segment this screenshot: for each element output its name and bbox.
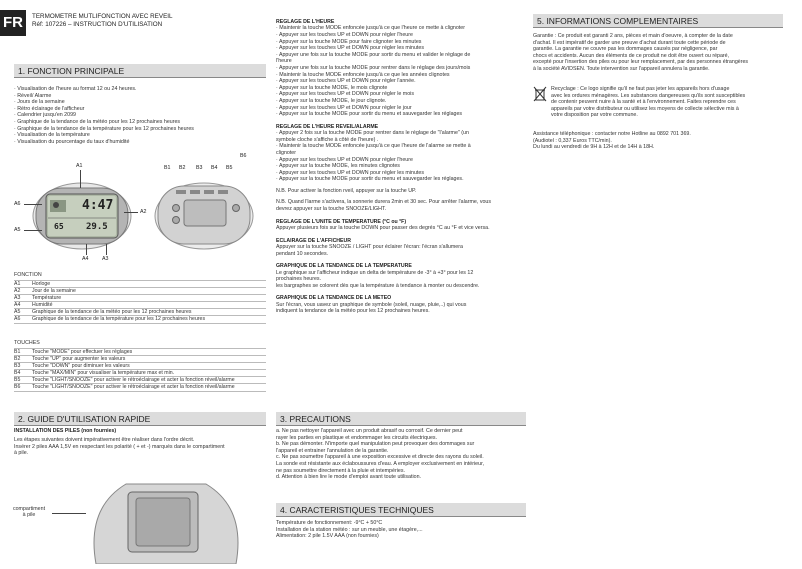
row-key: B2: [14, 356, 21, 363]
feature-list: [14, 86, 266, 145]
text-line: l'appareil et entrainer l'annulation de la garantie.: [276, 447, 389, 454]
text-line: d'achat. Il est impératif de garder une preuve d'achat durant toute cette période de: [533, 39, 726, 46]
table-row: [14, 377, 266, 384]
row-value: Touche "MODE" pour effectuer les réglages: [32, 349, 133, 355]
text-line: N.B. Quand l'larme s'activera, la sonnerie durera 2min et 30 sec. Pour arrêter l'alarme, vous: [276, 199, 492, 206]
callout-a1: A1: [76, 163, 83, 169]
section-4-header: 4. CARACTERISTIQUES TECHNIQUES: [276, 503, 526, 517]
block-title: REGLAGE DE L'HEURE REVEIL/ALARME: [276, 123, 379, 130]
text-line: excepté pour l'insertion des piles ou pour leur remplacement, par des personnes étrangères: [533, 59, 749, 66]
text-line: Installation de la station météo : sur un meuble, une étagère,...: [276, 526, 423, 533]
text-line: · Appuyer une fois sur la touche MODE pour sortir du menu et valider le réglage de: [276, 51, 471, 58]
text-line: · Appuyer sur les touches UP et DOWN pour régler les minutes: [276, 45, 424, 52]
recyclage-text: [551, 86, 783, 119]
garantie-text: [533, 33, 783, 73]
section-2-text: [14, 437, 266, 457]
text-line: N.B. Pour activer la fonction rveil, appuyer sur la touche UP.: [276, 187, 417, 194]
callout-b5: B5: [226, 165, 233, 171]
instruction-block: [276, 124, 526, 183]
row-value: Touche "LIGHT/SNOOZE" pour activer le rétroéclairage et acter la fonction réveil/alarme: [32, 384, 235, 391]
table-row: [14, 281, 266, 288]
callout-a2: A2: [140, 209, 147, 215]
title-line-1: TERMOMETRE MUTLIFONCTION AVEC REVEIL: [32, 13, 173, 20]
section-2-header: 2. GUIDE D'UTILISATION RAPIDE: [14, 412, 266, 426]
text-line: Sur l'écran, vous uavez un graphique de symbole (soleil, nuage, pluie,..) qui vous: [276, 301, 467, 308]
row-key: B1: [14, 349, 21, 355]
text-line: Alimentation: 2 pile 1.5V AAA (non fournies): [276, 533, 379, 540]
text-line: · Appuyer sur les touches UP et DOWN pour régler l'heure: [276, 32, 413, 38]
text-line: votre disposition par votre commune.: [551, 112, 638, 119]
section-3-header: 3. PRECAUTIONS: [276, 412, 526, 426]
text-line: Recyclage : Ce logo signifie qu'il ne faut pas jeter les appareils hors d'usage: [551, 86, 730, 92]
row-value: Température: [32, 295, 62, 302]
tech-specs: [276, 520, 526, 540]
block-title: GRAPHIQUE DE LA TENDANCE DE LA TEMPERATURE: [276, 263, 412, 270]
text-line: · Visualisation de la température: [14, 132, 90, 139]
table-row: [14, 384, 266, 391]
touches-title: TOUCHES: [14, 340, 40, 346]
text-line: · Appuyer sur la touche MODE pour faire clignoter les minutes: [276, 38, 422, 45]
block-title: REGLAGE DE L'HEURE: [276, 19, 335, 25]
row-value: Touche "DOWN" pour diminuer les valeurs: [32, 363, 130, 370]
text-line: · Appuyer sur la touche MODE, les minutes clignotes: [276, 163, 400, 170]
text-line: · Appuyer sur la touche MODE pour sortir du menu et sauvegarder les réglages: [276, 111, 463, 118]
text-line: Température de fonctionnement: -9°C + 50°C: [276, 520, 383, 526]
text-line: · Graphique de la tendance de la température pour les 12 prochaines heures: [14, 125, 194, 132]
text-line: · Rétro éclairage de l'afficheur: [14, 105, 85, 112]
text-line: · Appuyer sur les touches UP et DOWN pour régler l'heure: [276, 156, 413, 163]
table-row: [14, 349, 266, 356]
row-key: A5: [14, 309, 21, 316]
callout-b1: B1: [164, 165, 171, 171]
text-line: prochaines heures.: [276, 276, 322, 283]
instruction-block: [276, 199, 526, 212]
instruction-block: [276, 238, 526, 258]
text-line: · Appuyer sur la touche MODE pour sortir du menu et sauvegarder les réglages.: [276, 176, 464, 183]
assistance-text: [533, 131, 783, 151]
text-line: · Appuyer sur les touches UP et DOWN pour régler les minutes: [276, 169, 424, 176]
callout-b4: B4: [211, 165, 218, 171]
fonction-title: FONCTION: [14, 272, 42, 278]
text-line: · Graphique de la tendance de la météo pour les 12 prochaines heures: [14, 118, 181, 125]
text-line: b. Ne pas démonter. N'importe quel manipulation peut provoquer des dommages sur: [276, 441, 475, 448]
table-row: [14, 295, 266, 302]
document-title: [32, 13, 173, 29]
row-key: A6: [14, 316, 21, 323]
instruction-block: [276, 219, 526, 232]
callout-b2: B2: [179, 165, 186, 171]
block-title: REGLAGE DE L'UNITE DE TEMPERATURE (°C ou °F): [276, 218, 407, 225]
instruction-block: [276, 19, 526, 118]
text-line: · Appuyer sur les touches UP et DOWN pour régler l'année.: [276, 78, 416, 85]
instruction-block: [276, 263, 526, 289]
text-line: · Visualisation du pourcentage du taux d'humidité: [14, 138, 130, 145]
lcd-temp: 29.5: [86, 222, 108, 232]
text-line: · Appuyer 2 fois sur la touche MODE pour rentrer dans le réglage de "l'alarme" (un: [276, 130, 469, 137]
text-line: avec les ordures ménagères. Les substances dangereuses qu'ils sont susceptibles: [551, 92, 746, 99]
compartment-label: [6, 506, 52, 519]
callout-a6: A6: [14, 201, 21, 207]
text-line: · Appuyer une fois sur la touche MODE pour rentrer dans le réglage des jours/mois: [276, 64, 471, 71]
text-line: à pile.: [14, 450, 29, 457]
text-line: garantie. La garantie ne couvre pas les dommages causés par négligence, par: [533, 46, 718, 53]
text-line: de contenir peuvent nuire à la santé et à l'environnement. Faites reprendre ces: [551, 99, 736, 106]
row-value: Touche "LIGHT/SNOOZE" pour activer le rétroéclairage et acter la fonction réveil/alarme: [32, 377, 235, 384]
text-line: Appuyer plusieurs fois sur la touche DOWN pour passer des degrés °C au °F et vice versa.: [276, 225, 490, 232]
text-line: · Appuyer sur les touches UP et DOWN pour régler le jour: [276, 104, 412, 111]
text-line: · Maintenir la touche MODE enfoncée jusqu'à ce que l'heure de l'alarme se mette à: [276, 143, 471, 150]
text-line: clignoter: [276, 149, 297, 156]
text-line: devrez appuyer sur la touche SNOOZE/LIGHT.: [276, 206, 387, 213]
text-line: Les étapes suivantes doivent impérativement être réaliser dans l'ordre décrit.: [14, 437, 195, 443]
instruction-block: [276, 188, 526, 195]
text-line: a. Ne pas nettoyer l'appareil avec un produit abrasif ou corrosif. Ce dernier peut: [276, 428, 463, 434]
table-row: [14, 363, 266, 370]
text-line: appareils par votre distributeur ou utilisez les moyens de collecte sélective mis à: [551, 105, 739, 112]
compartment-label-line1: compartiment: [12, 506, 46, 512]
text-line: rayer les parties en plastique et endommager les circuits électriques.: [276, 434, 438, 441]
crossed-bin-icon: [533, 86, 547, 102]
text-line: Garantie : Ce produit est garanti 2 ans, pièces et main d'oeuvre, à compter de la date: [533, 33, 733, 39]
section-2-subtitle: INSTALLATION DES PILES (non fournies): [14, 428, 117, 434]
table-row: [14, 288, 266, 295]
text-line: · Visualisation de l'heure au format 12 ou 24 heures.: [14, 86, 137, 92]
text-line: · Calendrier jusqu'en 2099: [14, 112, 76, 119]
language-badge: FR: [0, 10, 26, 36]
lcd-humidity: 65: [54, 222, 64, 231]
row-key: B3: [14, 363, 21, 370]
row-value: Touche "MAX/MIN" pour visualiser la température max et min.: [32, 370, 175, 377]
row-key: A1: [14, 281, 21, 287]
text-line: · Réveil/ Alarme: [14, 92, 52, 99]
text-line: Du lundi au vendredi de 9H à 12H et de 14H à 18H.: [533, 144, 655, 151]
battery-compartment-image: [86, 478, 246, 564]
row-value: Humidité: [32, 302, 53, 309]
text-line: (Audiotel : 0,337 Euros TTC/min).: [533, 137, 612, 144]
text-line: Assistance téléphonique : contacter notre Hotline au 0892 701 369.: [533, 131, 691, 137]
text-line: Insérer 2 piles AAA 1,5V en respectant les polarité ( + et -) marqués dans le compartiment: [14, 443, 225, 450]
block-title: ECLAIRAGE DE L'AFFICHEUR: [276, 237, 352, 244]
row-value: Graphique de la tendance de la météo pour les 12 prochaines heures: [32, 309, 192, 316]
callout-a4: A4: [82, 256, 89, 262]
precautions-list: [276, 428, 526, 481]
row-key: B6: [14, 384, 21, 391]
row-key: A3: [14, 295, 21, 302]
text-line: symbole cloche s'affiche à côté de l'heure) .: [276, 136, 379, 143]
lcd-time: 4:47: [82, 198, 114, 213]
instruction-block: [276, 295, 526, 315]
text-line: La sonde est résistante aux éclaboussures d'eau. A employer exclusivement en intérieur,: [276, 460, 485, 467]
text-line: · Appuyer sur la touche MODE, le mois clignote: [276, 84, 388, 91]
text-line: chocs et accidents. Aucun des éléments de ce produit ne doit être ouvert ou réparé,: [533, 52, 730, 59]
table-row: [14, 309, 266, 316]
table-row: [14, 370, 266, 377]
text-line: l'heure: [276, 58, 292, 65]
table-row: [14, 302, 266, 309]
row-key: B5: [14, 377, 21, 384]
text-line: Appuyer sur la touche SNOOZE / LIGHT pour éclairer l'écran: l'écran s'allumera: [276, 244, 463, 251]
callout-a3: A3: [102, 256, 109, 262]
text-line: · Appuyer sur la touche MODE, le jour clignote.: [276, 97, 387, 104]
row-key: A4: [14, 302, 21, 309]
touches-table: [14, 348, 266, 392]
text-line: · Maintenir la touche MODE enfoncée jusqu'à ce que les années clignotes: [276, 71, 450, 78]
compartment-label-line2: à pile: [22, 512, 36, 519]
row-value: Jour de la semaine: [32, 288, 76, 295]
text-line: · Jours de la semaine: [14, 99, 65, 106]
callout-a5: A5: [14, 227, 21, 233]
text-line: les bargraphes se colorent dès que la température à tendance à monter ou descendre.: [276, 282, 480, 289]
row-key: B4: [14, 370, 21, 377]
block-title: GRAPHIQUE DE LA TENDANCE DE LA METEO: [276, 295, 392, 302]
text-line: c. Ne pas soumettre l'appareil à une exposition excessive et directe des rayons du soleil.: [276, 454, 484, 461]
row-key: A2: [14, 288, 21, 295]
text-line: pendant 10 secondes.: [276, 250, 329, 257]
device-back: [154, 178, 254, 250]
table-row: [14, 316, 266, 323]
text-line: indiquent la tendance de la météo pour les 12 prochaines heures.: [276, 308, 430, 315]
text-line: ne pas soumettre directement à la pluie et intempéries.: [276, 467, 405, 474]
text-line: Le graphique sur l'afficheur indique un delta de température de -3° à +3° pour les 12: [276, 269, 474, 276]
title-line-2: Réf: 107226 – INSTRUCTION D'UTILISATION: [32, 21, 163, 28]
fonction-table: [14, 280, 266, 324]
section-1-header: 1. FONCTION PRINCIPALE: [14, 64, 266, 78]
text-line: · Maintenir la touche MODE enfoncée jusqu'à ce que l'heure ce mette à clignoter: [276, 25, 465, 32]
table-row: [14, 356, 266, 363]
row-value: Graphique de la tendance de la température pour les 12 prochaines heures: [32, 316, 206, 323]
device-front: [32, 178, 132, 250]
callout-b3: B3: [196, 165, 203, 171]
callout-b6: B6: [240, 153, 247, 159]
text-line: à la société AVIDSEN. Toute intervention sur l'appareil annulera la garantie.: [533, 65, 710, 72]
row-value: Horloge: [32, 281, 51, 287]
text-line: · Appuyer sur les touches UP et DOWN pour régler le mois: [276, 91, 414, 98]
row-value: Touche "UP" pour augmenter les valeurs: [32, 356, 126, 363]
text-line: d. Attention à bien lire le mode d'emploi avant toute utilisation.: [276, 474, 421, 481]
section-5-header: 5. INFORMATIONS COMPLEMENTAIRES: [533, 14, 783, 28]
